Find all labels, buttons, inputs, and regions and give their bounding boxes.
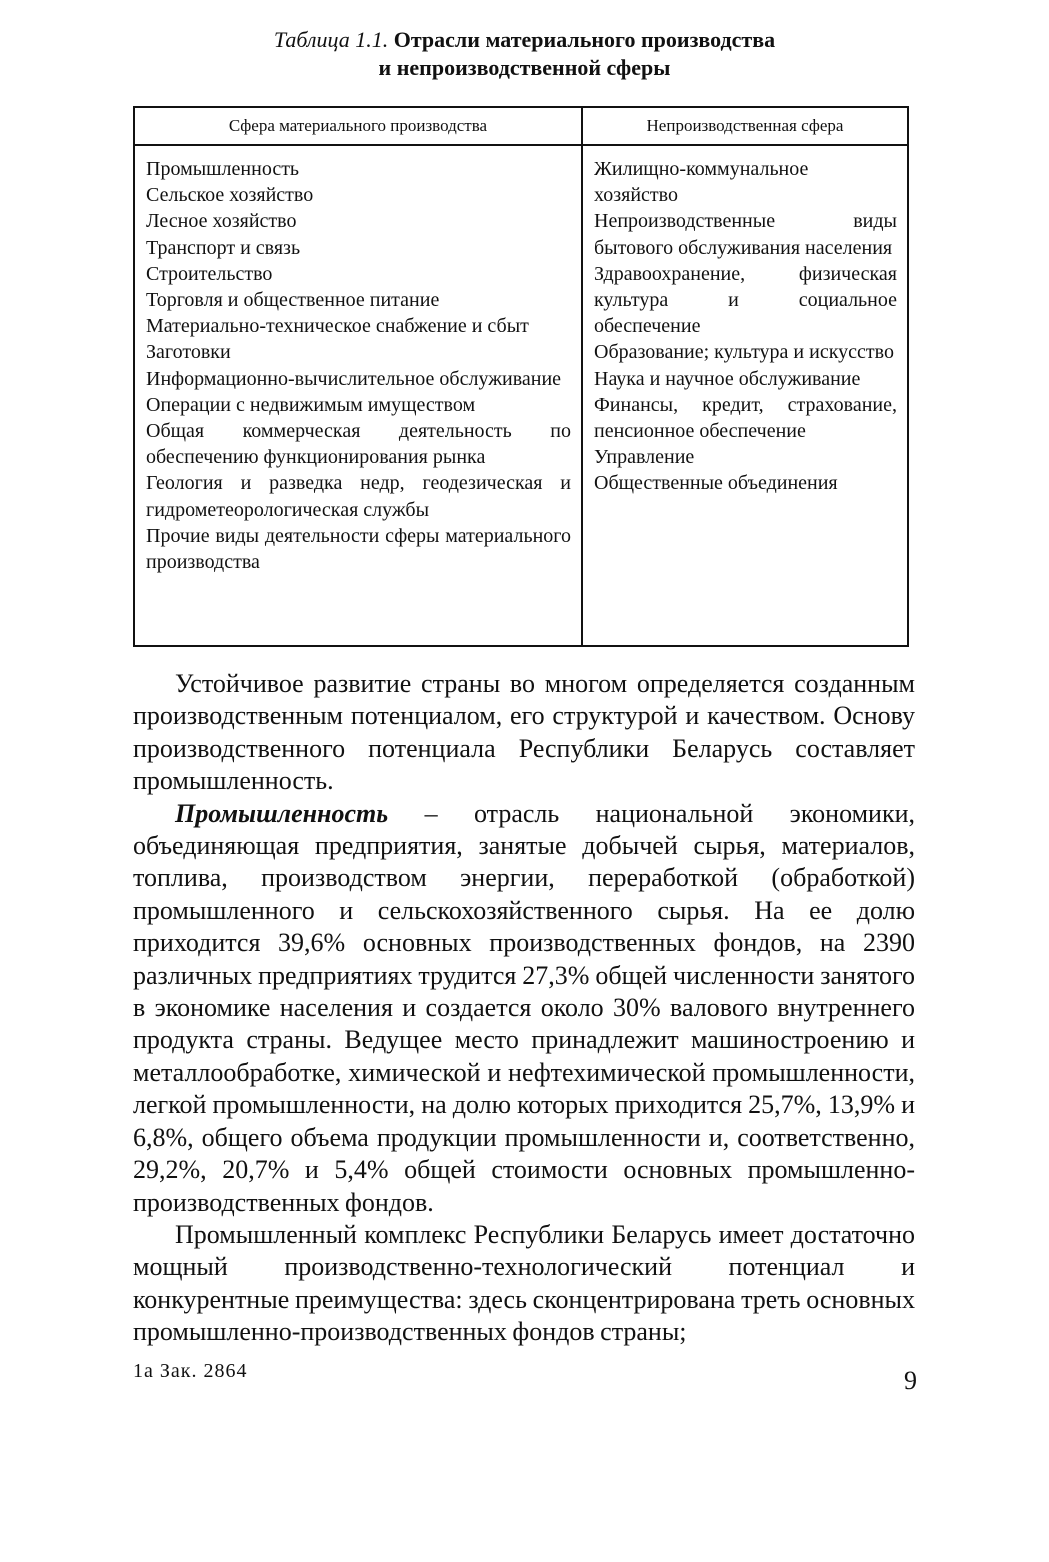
page-number: 9 [904, 1366, 917, 1395]
list-item: Строительство [146, 262, 273, 285]
sectors-table [133, 106, 909, 647]
header-material-production: Сфера материального производства [134, 107, 582, 145]
order-note: 1а Зак. 2864 [133, 1360, 248, 1382]
list-item: Финансы, кредит, страхование, пенсионное обеспечение [594, 393, 897, 443]
table-header-row [134, 107, 908, 145]
paragraph-2 [133, 798, 915, 1219]
list-item: Сельское хозяйство [146, 184, 314, 207]
header-non-production: Непроизводственная сфера [582, 107, 908, 145]
list-item: Образование; культура и искусство [594, 341, 894, 364]
list-item: Информационно-вычислительное обслуживание [146, 367, 562, 390]
paragraph-1: Устойчивое развитие страны во многом определяется созданным производственным потенциалом, его структурой и качеством. Основу производственного потенциала Республики Беларусь составляет промышленность. [133, 669, 915, 796]
caption-title-line1: Отрасли материального производства [393, 27, 776, 52]
list-item: Лесное хозяйство [146, 210, 297, 233]
material-production-cell [134, 145, 582, 646]
caption-title-line2: и непроизводственной сферы [378, 55, 671, 80]
paragraph-3: Промышленный комплекс Республики Беларусь имеет достаточно мощный производственно-технологический потенциал и конкурентные преимущества: здесь сконцентрирована треть основных промышленно-производственных фондов страны; [133, 1219, 915, 1347]
list-item: Наука и научное обслуживание [594, 367, 861, 390]
table-caption [0, 26, 1049, 82]
list-item: Общая коммерческая деятельность по обеспечению функционирования рынка [146, 420, 571, 469]
table-row [134, 145, 908, 646]
list-item: Жилищно-коммунальное хозяйство [594, 158, 809, 207]
body-text [133, 668, 915, 1349]
list-item: Управление [594, 446, 695, 469]
list-item: Торговля и общественное питание [146, 289, 440, 312]
list-item: Здравоохранение, физическая культура и социальное обеспечение [594, 262, 897, 338]
list-item: Заготовки [146, 341, 231, 364]
term-industry: Промышленность [175, 798, 389, 828]
caption-label: Таблица 1.1. [273, 27, 389, 52]
list-item: Материально-техническое снабжение и сбыт [146, 315, 529, 338]
paragraph-2-text: – отрасль национальной экономики, объединяющая предприятия, занятые добычей сырья, материалов, топлива, производством энергии, переработкой (обработкой) промышленного и сельскохозяйственного сырья. На ее долю приходится 39,6% основных производственных фондов, на 2390 различных предприятиях трудится 27,3% общей численности занятого в экономике населения и создается около 30% валового внутреннего продукта страны. Ведущее место принадлежит машиностроению и металлообработке, химической и нефтехимической промышленности, легкой промышленности, на долю которых приходится 25,7%, 13,9% и 6,8%, общего объема продукции промышленности и, соответственно, 29,2%, 20,7% и 5,4% общей стоимости основных промышленно-производственных фондов. [133, 798, 915, 1217]
non-production-cell [582, 145, 908, 646]
list-item: Транспорт и связь [146, 236, 301, 259]
list-item: Прочие виды деятельности сферы материального производства [146, 524, 571, 574]
list-item: Общественные объединения [594, 472, 838, 495]
list-item: Операции с недвижимым имуществом [146, 393, 476, 416]
list-item: Непроизводственные виды бытового обслуживания населения [594, 210, 897, 259]
list-item: Промышленность [146, 158, 300, 180]
list-item: Геология и разведка недр, геодезическая и гидрометеорологическая службы [146, 472, 571, 521]
